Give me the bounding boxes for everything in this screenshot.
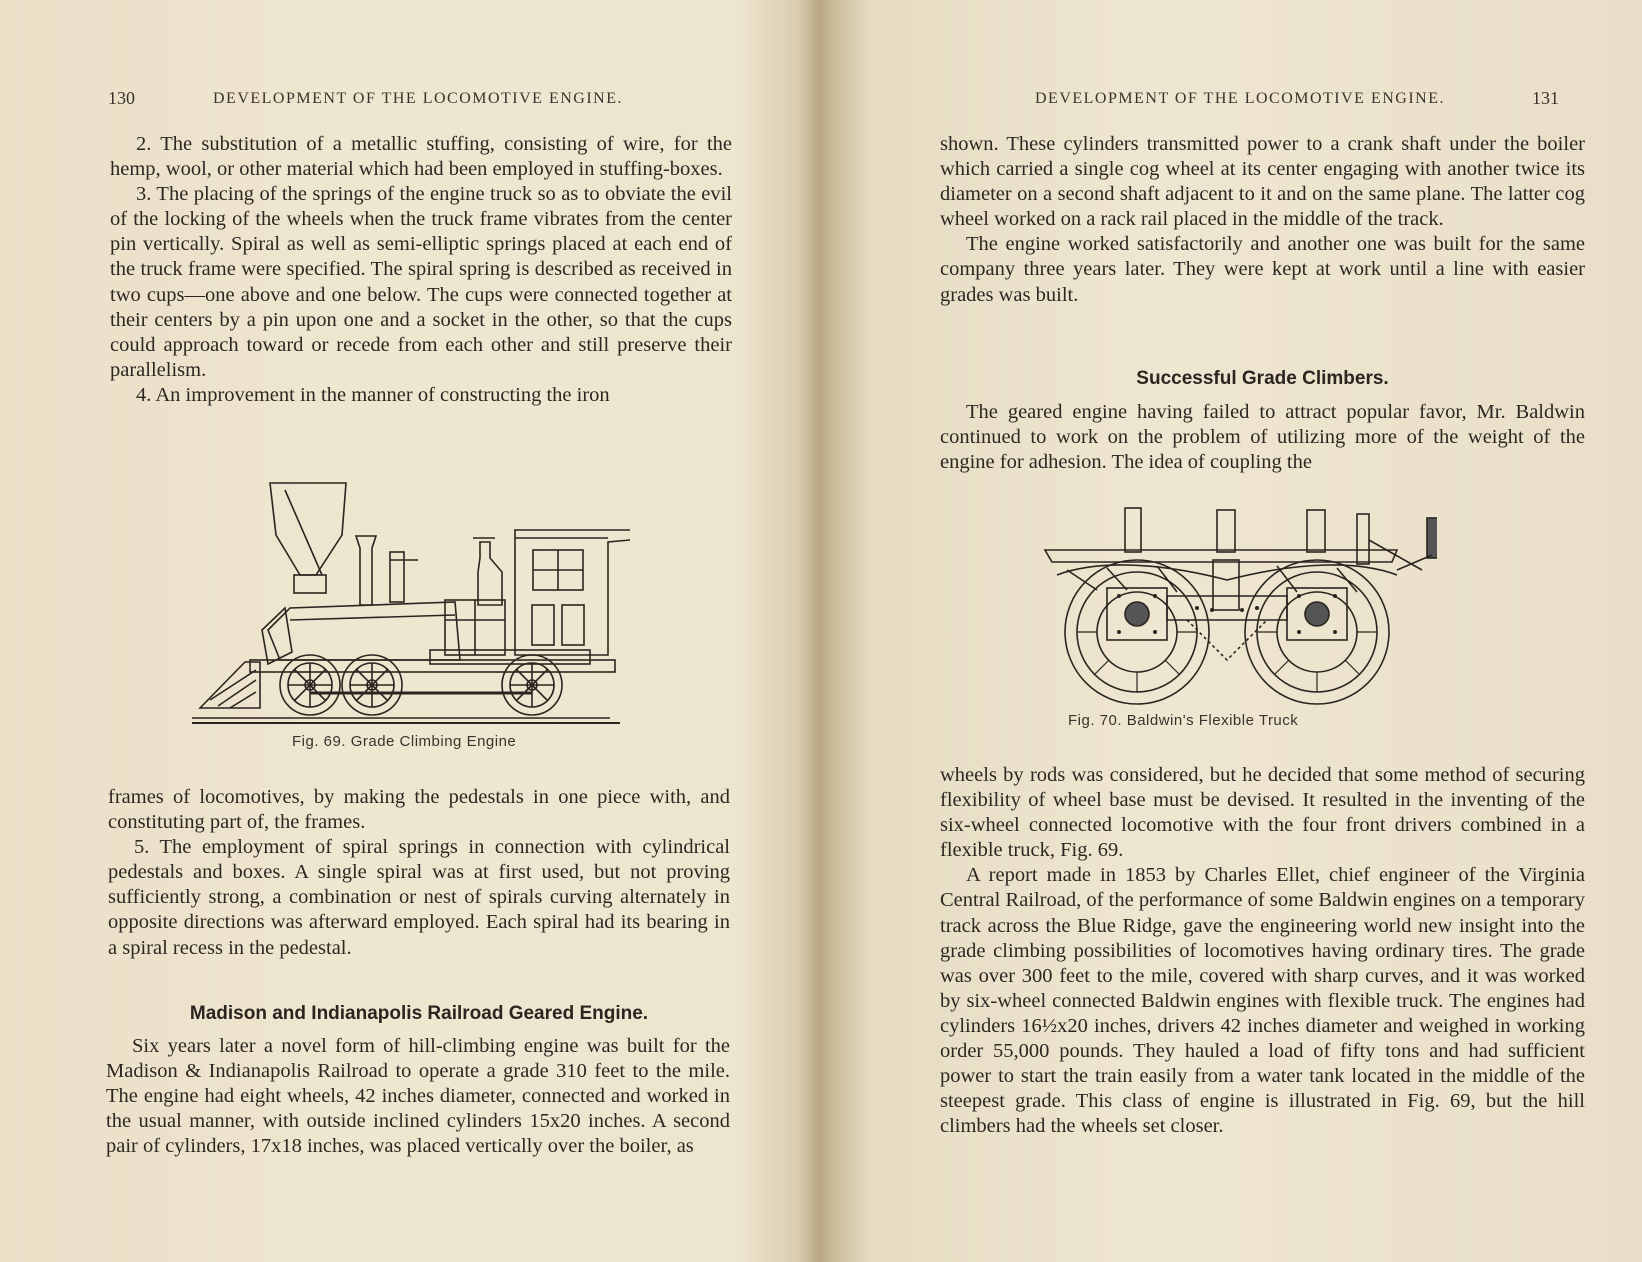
fig-69-caption: Fig. 69. Grade Climbing Engine [292,733,517,750]
section-heading-grade-climbers: Successful Grade Climbers. [1136,368,1389,389]
paragraph: The geared engine having failed to attract popular favor, Mr. Baldwin continued to work on the problem of utilizing more of the weight of the engine for adhesion. The idea of coupling the [940,401,1585,474]
paragraph: Six years later a novel form of hill-climbing engine was built for the Madison & Indianapolis Railroad to operate a grade 310 feet to the mile. The engine had eight wheels, 42 inches diameter, connected and worked in the usual manner, with outside inclined cylinders 15x20 inches. A second pair of cylinders, 17x18 inches, was placed vertically over the boiler, as [106,1035,730,1158]
paragraph: 4. An improvement in the manner of constructing the iron [136,383,610,406]
paragraph: wheels by rods was considered, but he decided that some method of securing flexibility of wheel base must be devised. It resulted in the inventing of the six-wheel connected locomotive with the four front drivers combined in a flexible truck, Fig. 69. [940,764,1585,862]
left-page [0,0,815,1262]
fig-70-caption: Fig. 70. Baldwin's Flexible Truck [1068,712,1299,729]
paragraph: 2. The substitution of a metallic stuffing, consisting of wire, for the hemp, wool, or other material which had been employed in stuffing-boxes. [110,133,732,181]
left-text-block-1 [110,132,732,408]
page-number-right: 131 [1532,88,1559,108]
section-heading-geared-engine: Madison and Indianapolis Railroad Geared Engine. [189,1003,649,1024]
left-text-block-2 [108,785,730,961]
page-number-left: 130 [108,88,135,108]
fig-69-locomotive-illustration [190,480,630,730]
right-text-block-1 [940,132,1585,308]
paragraph: The engine worked satisfactorily and another one was built for the same company three years later. They were kept at work until a line with easier grades was built. [940,233,1585,306]
running-head-left: DEVELOPMENT OF THE LOCOMOTIVE ENGINE. [213,90,623,107]
paragraph: 5. The employment of spiral springs in connection with cylindrical pedestals and boxes. A single spiral was at first used, but not proving sufficiently strong, a combination or nest of spirals curving alternately in opposite directions was afterward employed. Each spiral had its bearing in a spiral recess in the pedestal. [108,836,730,959]
paragraph: A report made in 1853 by Charles Ellet, chief engineer of the Virginia Central Railroad, of the performance of some Baldwin engines on a temporary track across the Blue Ridge, gave the engineering world new insight into the grade climbing possibilities of locomotives having ordinary tires. The grade was over 300 feet to the mile, covered with sharp curves, and it was worked by six-wheel connected Baldwin engines with flexible truck. The engines had cylinders 16½x20 inches, drivers 42 inches diameter and weighed in working order 55,000 pounds. They hauled a load of fifty tons and had sufficient power to start the train easily from a water tank located in the middle of the steepest grade. This class of engine is illustrated in Fig. 69, but the hill climbers had the wheels set closer. [940,864,1585,1138]
running-head-right: DEVELOPMENT OF THE LOCOMOTIVE ENGINE. [1035,90,1445,107]
right-text-block-2 [940,400,1585,475]
paragraph: shown. These cylinders transmitted power to a crank shaft under the boiler which carried a single cog wheel at its center engaging with another twice its diameter on a second shaft adjacent to it and on the same plane. The latter cog wheel worked on a rack rail placed in the middle of the track. [940,133,1585,231]
left-text-block-3 [106,1034,730,1159]
paragraph: 3. The placing of the springs of the engine truck so as to obviate the evil of the locking of the wheels when the truck frame vibrates from the center pin vertically. Spiral as well as semi-elliptic springs placed at each end of the truck frame were specified. The spiral spring is described as received in two cups—one above and one below. The cups were connected together at their centers by a pin upon one and a socket in the other, so that the cups could approach toward or recede from each other and still preserve their parallelism. [110,183,732,381]
right-text-block-3 [940,763,1585,1139]
paragraph: frames of locomotives, by making the pedestals in one piece with, and constituting part of, the frames. [108,786,730,834]
right-page [825,0,1642,1262]
fig-70-flexible-truck-illustration [1037,500,1437,705]
